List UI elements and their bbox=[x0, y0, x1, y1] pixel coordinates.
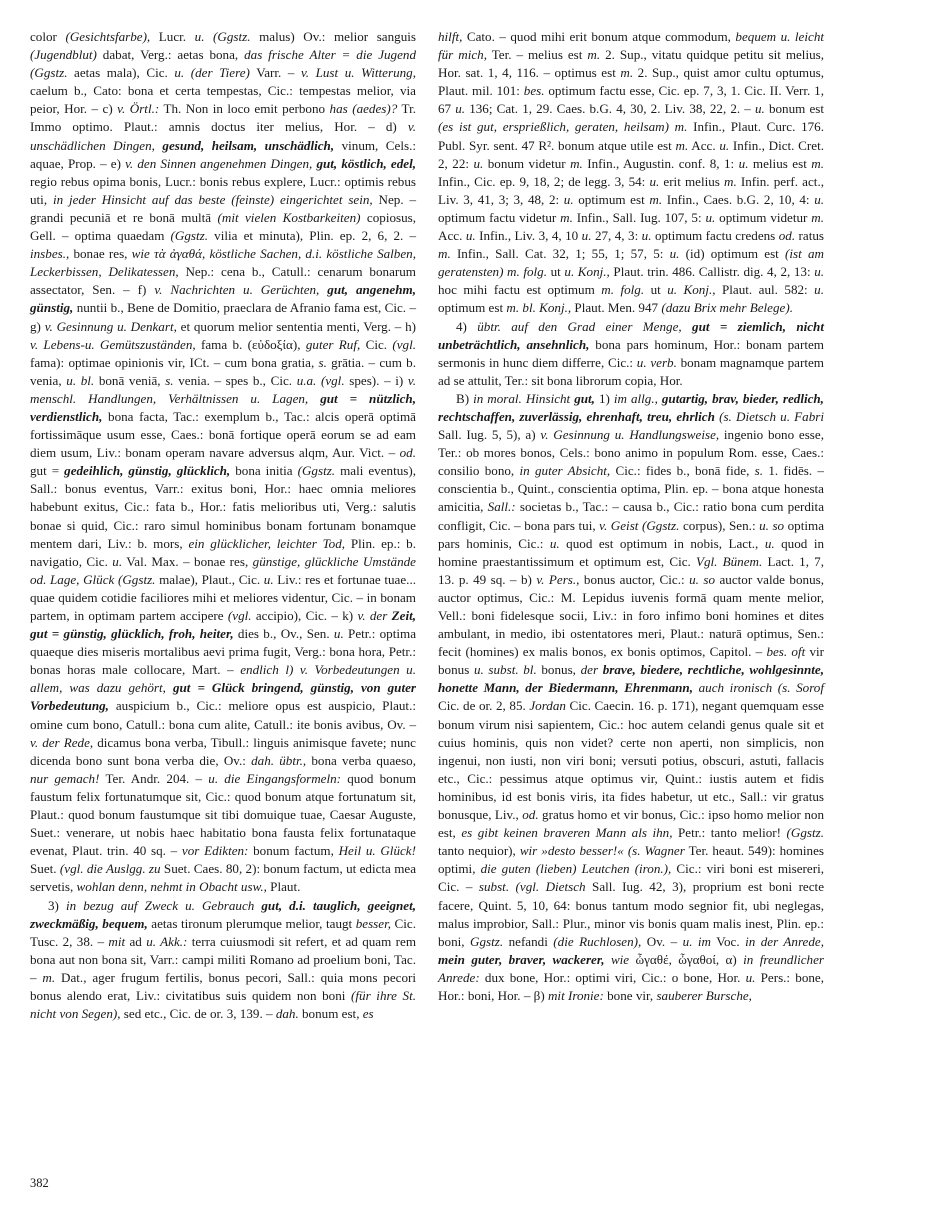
italic-note: im allg., bbox=[613, 390, 658, 406]
italic-note: u. bbox=[549, 535, 560, 551]
italic-note: u. bbox=[764, 535, 775, 551]
text-run: Sall. Iug. 5, 5), a) bbox=[438, 427, 541, 443]
italic-note: u. bbox=[719, 137, 730, 153]
text-run: 1. fidēs. – conscientia b., Quint., conscientia optima, Plin. ep. – bona atque honesta amicitia, bbox=[438, 463, 824, 515]
text-run: Plaut. Men. 947 bbox=[571, 300, 662, 316]
italic-note: u. Konj., bbox=[564, 264, 610, 280]
italic-note: u. bbox=[455, 101, 466, 117]
text-run: bone vir, bbox=[603, 987, 657, 1003]
text-run bbox=[308, 391, 320, 406]
text-run: Varr. – bbox=[249, 65, 301, 81]
left-column bbox=[30, 28, 416, 1023]
text-run: bona facta, Tac.: exemplum b., Tac.: alcis operā optimā fortissimāque usum esse, Caes.: bonā fortique operā eorum se ad eam diem usum, Liv.: bonam operam navare adversus alqm, Aur. Vict. – bbox=[30, 408, 416, 461]
text-run: dux bone, Hor.: optimi viri, Cic.: o bone, Hor. bbox=[479, 969, 746, 985]
italic-note: u. bbox=[112, 553, 123, 569]
text-run bbox=[166, 680, 173, 695]
definition-gloss: gut = ziemlich, nicht unbeträchtlich, ansehnlich, bbox=[438, 318, 824, 352]
definition-gloss: gut, köstlich, edel, bbox=[316, 155, 417, 171]
italic-note: (es ist gut, ersprießlich, geraten, heilsam) m. bbox=[438, 119, 688, 135]
definition-gloss: gut, angenehm, günstig, bbox=[30, 282, 416, 316]
text-run: optima pars hominis, Cic.: bbox=[438, 517, 824, 551]
text-run: Nep.: cena b., Catull.: cenarum bonarum assectator, Sen. – f) bbox=[30, 264, 416, 298]
italic-note: u. bbox=[814, 282, 824, 298]
text-run: 2. Sup., quist amor cultu optumus, Plaut. mil. 101: bbox=[438, 65, 824, 99]
text-run: bonus auctor, Cic.: bbox=[579, 571, 690, 587]
text-run: Ter. – melius est bbox=[486, 47, 588, 63]
italic-note: auch ironisch (s. Sorof bbox=[698, 680, 824, 696]
text-run: spes). – i) bbox=[344, 372, 408, 388]
text-run: bonum videtur bbox=[483, 155, 571, 171]
text-run: tanto nequior), bbox=[438, 843, 520, 859]
italic-note: in der Anrede, bbox=[745, 933, 825, 949]
definition-gloss: gut, d.i. tauglich, geeignet, zweckmäßig, bequem, bbox=[30, 897, 417, 931]
text-run: Liv.: res et fortunae tuae... quae quidem cotidie faciliores mihi et meliores videntur, Cic. – in bonam partem, in optimam partem accipere bbox=[30, 571, 416, 623]
text-run: Dat., ager frugum fertilis, bonus pecori, Sall.: quia mons pecori bonus alendo erat, Liv.: civitatibus suis quidem non boni bbox=[30, 969, 416, 1003]
italic-note: u. bbox=[814, 191, 825, 207]
text-run: ratus bbox=[795, 228, 825, 244]
text-run: et quorum melior sententia menti, Verg. – h) bbox=[176, 318, 417, 334]
definition-gloss: brave, biedere, rechtliche, wohlgesinnte, honette Mann, der Biedermann, Ehrenmann, bbox=[438, 662, 824, 696]
entry-paragraph bbox=[438, 318, 824, 390]
text-run: Infin., Augustin. conf. 8, 1: bbox=[582, 155, 739, 171]
text-run: 4) bbox=[456, 318, 478, 334]
text-run: fama b. (εὐδοξία), bbox=[195, 336, 306, 352]
italic-note: insbes., bbox=[30, 246, 70, 262]
text-run: bonam magnamque partem ad se attulit, Ter.: sit bona librorum copia, Hor. bbox=[438, 354, 824, 388]
text-run: 2. Sup., vitatu quidque petitu sit melius, Hor. sat. 1, 4, 116. – optimus est bbox=[438, 47, 825, 81]
italic-note: u. im bbox=[682, 933, 712, 949]
text-run: bonae res, bbox=[69, 246, 132, 262]
text-run: 1) bbox=[594, 390, 614, 406]
text-run: Ov. – bbox=[641, 933, 683, 949]
definition-gloss: mein guter, braver, wackerer, bbox=[438, 951, 605, 967]
text-run: Cic. Caecin. 16. p. 171), negant quemquam esse bonum virum nisi sapientem, Cic.: hoc autem celandi genus quale sit et cuius hominis, quis non videt? certe non aperti, non simplicis, non ingenui, non iusti, non viri boni; versuti potius, obscuri, astuti, fallacis etc., Cic.: pessimus atque optimus vir, Quint.: iustis autem et fidis hominibus, id est bonis viris, ita fides habetur, ut etc., Sall.: vir gratus bonusque, Liv., bbox=[438, 698, 824, 823]
text-run: Suet. Caes. 80, 2): bonum factum, ut edicta mea servetis, bbox=[30, 861, 417, 895]
text-run: B) bbox=[456, 390, 474, 406]
italic-note: u. bbox=[465, 228, 476, 244]
text-run: optimum est bbox=[438, 300, 507, 316]
text-run: ingenio bono esse, Ter.: ob mores bonos, Cels.: bono animo in populum Rom. esse, Caes.: consilio bono, bbox=[438, 427, 824, 479]
text-run: quod bonum faustum felix fortunatumque sit, Cic.: quod bonum atque fortunatum sit, Plaut.: quod bonum faustumque sit tibi domuique tuae, Caesar Auguste, Suet.: venerare, ut nobis haec habitatio bona fausta felix fortunataque evenat, Plaut. trin. 40 sq. – bbox=[30, 770, 417, 859]
text-run: optimum est bbox=[573, 191, 650, 207]
italic-note: od. bbox=[778, 228, 796, 244]
text-run: bonum est bbox=[764, 101, 824, 117]
italic-note: v. der bbox=[357, 608, 388, 623]
italic-note: bequem u. leicht für mich, bbox=[438, 29, 824, 63]
italic-note: u. so bbox=[689, 571, 716, 587]
text-run: bonā veniā, bbox=[94, 372, 166, 388]
text-run: Acc. bbox=[688, 137, 720, 153]
text-run: Nep. – grandi pecuniā et re bonā multā bbox=[30, 191, 416, 225]
italic-note: in freundlicher Anrede: bbox=[438, 951, 824, 985]
italic-note: wir »desto besser!« (s. Wagner bbox=[519, 843, 685, 859]
italic-note: u. bbox=[649, 173, 660, 189]
italic-note: od. bbox=[399, 445, 416, 461]
italic-note: der bbox=[580, 662, 599, 678]
italic-note: v. menschl. Handlungen, Verhältnissen u. Lagen, bbox=[30, 372, 417, 406]
text-run: quod est optimum in nobis, Lact., bbox=[559, 535, 765, 551]
italic-note: wie τὰ ἀγαθά, köstliche Sachen, d.i. köstliche Salben, Leckerbissen, Delikatessen, bbox=[30, 246, 416, 280]
text-run: Plaut. bbox=[266, 879, 301, 895]
italic-note: m. bbox=[560, 209, 573, 225]
text-run: mali eventus), Sall.: bonus eventus, Varr.: exitus boni, Hor.: haec omnia meliores habebunt exitus, Cic.: fata b., Hor.: fatis melioribus uti, Verg.: salutis bonae si quid, Cic.: raro simul hominibus bonam fortunam bonamque mentem dari, Liv.: b. mors, bbox=[30, 463, 416, 551]
text-run: optimum factu credens bbox=[651, 228, 779, 244]
italic-note: u. bbox=[641, 228, 652, 244]
italic-note: (Ggstz. bbox=[170, 228, 209, 244]
italic-note: u. bbox=[754, 101, 765, 117]
italic-note: besser, bbox=[355, 915, 391, 931]
text-run: vir bonus bbox=[438, 644, 824, 678]
text-run: Cic.: fides b., bonā fide, bbox=[610, 463, 755, 479]
text-run: Infin., Sall. Cat. 32, 1; 55, 1; 57, 5: bbox=[450, 246, 670, 262]
italic-note: v. der Rede, bbox=[30, 734, 94, 750]
entry-paragraph bbox=[30, 897, 416, 1024]
text-run: nefandi bbox=[503, 933, 554, 949]
italic-note: v. Nachrichten u. Gerüchten, bbox=[154, 282, 320, 298]
italic-note: v. Gesinnung u. Denkart, bbox=[44, 318, 177, 334]
text-run bbox=[682, 319, 692, 334]
text-run: Plaut. aul. 582: bbox=[715, 282, 815, 298]
italic-note: m. bl. Konj., bbox=[506, 300, 572, 316]
italic-note: v. Lebens-u. Gemütszuständen, bbox=[30, 336, 196, 352]
text-run: Suet. bbox=[30, 861, 60, 877]
italic-note: u. bbox=[814, 264, 825, 280]
text-run: grātia. – cum b. venia, bbox=[30, 354, 416, 388]
italic-note: es gibt keinen braveren Mann als ihn, bbox=[461, 825, 673, 841]
text-run: 27, 4, 3: bbox=[591, 228, 642, 244]
text-run: Infin., Cic. ep. 9, 18, 2; de legg. 3, 54: bbox=[438, 173, 650, 189]
italic-note: m. bbox=[811, 209, 824, 225]
text-run: gut = bbox=[30, 463, 65, 479]
text-run: auctor valde bonus, auctor optimus, Cic.: M. Lepidus iuvenis formā quam mente melior, Vell.: boni fidelesque socii, Liv.: in foro infimo boni homines et dites ambulant, in medio, ibi ostentatores meri, Plaut.: naturā optimus, Sen.: fecit (homines) ex malis bonos, ex bonis optimos, Capitol. – bbox=[438, 571, 824, 660]
italic-note: in bezug auf Zweck u. Gebrauch bbox=[65, 897, 255, 913]
italic-note: wie bbox=[610, 951, 630, 967]
definition-gloss: gedeihlich, günstig, glücklich, bbox=[64, 463, 231, 479]
text-run: Tr. Immo optimo. Plaut.: amnis doctus iter melius, Hor. – d) bbox=[30, 101, 416, 135]
text-run: ut bbox=[644, 282, 668, 298]
italic-note: (Jugendblut) bbox=[30, 47, 97, 63]
text-run: ὦγαθέ, ὦγαθοί, α) bbox=[629, 951, 744, 967]
italic-note: wohlan denn, nehmt in Obacht usw., bbox=[76, 879, 267, 895]
text-run: vinum, Cels.: aquae, Prop. – e) bbox=[30, 137, 416, 171]
text-run: gratus homo et vir bonus, Cic.: ipso homo melior non est, bbox=[438, 807, 824, 841]
definition-gloss: gutartig, brav, bieder, redlich, rechtschaffen, zuverlässig, ehrenhaft, treu, ehrlich bbox=[438, 390, 824, 424]
text-run: venia. – spes b., Cic. bbox=[173, 372, 297, 388]
italic-note: in guter Absicht, bbox=[519, 463, 611, 479]
text-run: Infin. perf. act., Liv. 3, 41, 3; 3, 48, 2: bbox=[438, 173, 824, 207]
italic-note: übtr. auf den Grad einer Menge, bbox=[477, 318, 682, 334]
definition-gloss: gesund, heilsam, unschädlich, bbox=[162, 137, 335, 153]
italic-note: u. verb. bbox=[636, 354, 677, 370]
italic-note: dah. bbox=[275, 1006, 299, 1022]
text-run: optimum videtur bbox=[715, 209, 812, 225]
text-run: dies b., Ov., Sen. bbox=[233, 626, 334, 642]
italic-note: das frische Alter = die Jugend (Ggstz. bbox=[30, 47, 416, 81]
italic-note: Jordan bbox=[529, 698, 566, 714]
italic-note: u. subst. bl. bbox=[473, 662, 537, 678]
text-run: Plin. ep.: b. navigatio, Cic. bbox=[30, 535, 416, 569]
italic-note: u. bbox=[705, 209, 716, 225]
italic-note: endlich l) v. Vorbedeutungen u. allem, was dazu gehört, bbox=[30, 662, 416, 696]
italic-note: u. bbox=[669, 246, 680, 262]
text-run: bona initia bbox=[230, 463, 298, 479]
text-run: 136; Cat. 1, 29. Caes. b.G. 4, 30, 2. Liv. 38, 22, 2. – bbox=[465, 101, 755, 117]
text-run: malae), Plaut., Cic. bbox=[155, 571, 264, 587]
italic-note: od. bbox=[522, 807, 539, 823]
italic-note: m. bbox=[620, 65, 634, 81]
italic-note: in jeder Hinsicht auf das beste (feinste) eingerichtet sein, bbox=[52, 191, 373, 207]
italic-note: (Gesichtsfarbe), bbox=[65, 29, 151, 44]
italic-note: u. bbox=[581, 228, 592, 244]
text-run: Plaut. trin. 486. Callistr. dig. 4, 2, 13: bbox=[609, 264, 815, 280]
italic-note: (dazu Brix mehr Belege). bbox=[661, 300, 793, 316]
italic-note: v. Pers., bbox=[536, 571, 580, 587]
italic-note: ein glücklicher, leichter Tod, bbox=[188, 535, 346, 551]
italic-note: (die Ruchlosen), bbox=[553, 933, 642, 949]
italic-note: u. (der Tiere) bbox=[174, 65, 250, 81]
text-run: hoc mihi factu est optimum bbox=[438, 282, 602, 298]
italic-note: m. bbox=[675, 137, 689, 153]
text-run: accipio), Cic. – k) bbox=[251, 608, 358, 623]
italic-note: u. so bbox=[759, 517, 785, 533]
text-run: Pers.: bone, Hor.: boni, Hor. – β) bbox=[438, 969, 824, 1003]
italic-note: Heil u. Glück! bbox=[338, 843, 416, 859]
italic-note: (Ggstz. bbox=[786, 825, 825, 841]
italic-note: bes. bbox=[523, 83, 545, 99]
italic-note: die guten (lieben) Leutchen (iron.), bbox=[480, 861, 672, 877]
text-run: bonum factum, bbox=[248, 843, 339, 859]
italic-note: m. folg. bbox=[601, 282, 645, 298]
text-run: Petr.: tanto melior! bbox=[672, 825, 787, 841]
text-run: corpus), Sen.: bbox=[679, 517, 760, 533]
text-run: Voc. bbox=[711, 933, 746, 949]
text-run: Infin., Sall. Iug. 107, 5: bbox=[572, 209, 706, 225]
italic-note: (für ihre St. nicht von Segen), bbox=[30, 987, 416, 1022]
text-run: dabat, Verg.: aetas bona, bbox=[96, 47, 245, 63]
text-run: bonus, bbox=[536, 662, 581, 678]
italic-note: m. bbox=[570, 155, 583, 171]
text-run: color bbox=[30, 29, 66, 44]
text-run: auspicium b., Cic.: meliore opus est auspicio, Plaut.: omine cum bono, Catull.: bona cum alite, Catull.: ite bonis avibus, Ov. – bbox=[30, 698, 416, 732]
italic-note: m. bbox=[649, 191, 663, 207]
text-run: aetas mala), Cic. bbox=[67, 65, 175, 81]
entry-paragraph bbox=[438, 28, 824, 318]
italic-note: u. bbox=[333, 626, 344, 642]
italic-note: m. bbox=[811, 155, 825, 171]
text-run: optimum factu videtur bbox=[438, 209, 561, 225]
entry-paragraph bbox=[438, 390, 824, 1005]
italic-note: Vgl. Bünem. bbox=[696, 553, 763, 569]
text-run: Th. Non in loco emit perbono bbox=[159, 101, 330, 117]
definition-gloss: gut = Glück bringend, günstig, von guter Vorbedeutung, bbox=[30, 680, 416, 714]
italic-note: u. bbox=[263, 571, 274, 587]
italic-note: u. (Ggstz. bbox=[194, 29, 251, 44]
italic-note: u. bbox=[745, 969, 756, 985]
text-run: nuntii b., Bene de Domitio, praeclara de Afranio fama est, Cic. – g) bbox=[30, 300, 416, 334]
italic-note: u.a. (vgl. bbox=[296, 372, 345, 388]
text-run: Val. Max. – bonae res, bbox=[122, 553, 253, 569]
italic-note: has (aedes)? bbox=[329, 101, 398, 117]
text-run: terra cuiusmodi sit refert, et ad quam rem bona aut non bona sit, Varr.: campi militi Romano ad proelium boni, Tac. – bbox=[30, 933, 416, 985]
text-run: Acc. bbox=[438, 228, 466, 244]
text-run: bona pars hominum, Hor.: bonam partem sermonis in hunc diem differre, Cic.: bbox=[438, 336, 824, 370]
text-run: societas b., Tac.: – causa b., Cic.: ratio bona cum perdita confligit, Cic. – bona pars tui, bbox=[438, 499, 824, 533]
italic-note: u. bbox=[473, 155, 484, 171]
text-run: Petr.: optima quaeque dies miseris mortalibus aevi prima fugit, Verg.: bona hora, Petr.: bonas horas male collocare, Mart. – bbox=[30, 626, 417, 678]
text-run: Cic. bbox=[360, 336, 393, 352]
page-number: 382 bbox=[30, 1176, 49, 1190]
italic-note: m. bbox=[724, 173, 737, 189]
italic-note: u. bbox=[738, 155, 749, 171]
italic-note: v. Gesinnung u. Handlungsweise, bbox=[540, 427, 720, 443]
italic-note: v. Geist (Ggstz. bbox=[599, 517, 680, 533]
right-column bbox=[438, 28, 824, 1005]
italic-note: (Ggstz. bbox=[297, 463, 336, 479]
italic-note: u. bbox=[563, 191, 574, 207]
text-run: optimum factu esse, Cic. ep. 7, 3, 1. Cic. II. Verr. 1, 67 bbox=[438, 83, 824, 117]
text-run: Cato. – quod mihi erit bonum atque commodum, bbox=[462, 29, 736, 44]
definition-gloss: Zeit, gut = günstig, glücklich, froh, heiter, bbox=[30, 608, 417, 642]
italic-note: v. unschädlichen Dingen, bbox=[30, 119, 416, 153]
italic-note: m. bbox=[587, 47, 601, 63]
italic-note: (s. Dietsch u. Fabri bbox=[719, 408, 824, 424]
text-run: 3) bbox=[48, 897, 66, 913]
text-run: caelum b., Cato: bona et certa tempestas, Cic.: tempestas melior, via peior, Hor. – c) bbox=[30, 83, 416, 117]
text-run: Lact. 1, 7, 13. p. 49 sq. – b) bbox=[438, 553, 824, 587]
italic-note: u. die Eingangsformeln: bbox=[208, 770, 342, 786]
italic-note: v. Örtl.: bbox=[117, 101, 160, 117]
text-run: ut bbox=[547, 264, 565, 280]
text-run: Infin., Caes. b.G. 2, 10, 4: bbox=[662, 191, 815, 207]
text-run: bona verba quaeso, bbox=[306, 752, 416, 768]
italic-note: mit bbox=[108, 933, 126, 949]
text-run: erit melius bbox=[659, 173, 724, 189]
italic-note: hilft, bbox=[438, 29, 463, 44]
text-run: dicamus bona verba, Tibull.: linguis animisque favete; nunc dicenda bono sunt bona verba die, Ov.: bbox=[30, 734, 416, 768]
text-run: Infin., Plaut. Curc. 176. Publ. Syr. sent. 47 R². bonum atque utile est bbox=[438, 119, 824, 153]
italic-note: vor Edikten: bbox=[181, 843, 249, 859]
text-run: Ter. Andr. 204. – bbox=[99, 770, 209, 786]
text-run: Sall. Iug. 42, 3), proprium est boni recte facere, Quint. 5, 10, 64: bonus tantum modo segnior fit, ubi neglegas, malus improbior, Sall.: Plur., minor vis bonis quam malis inest, Plin. ep.: boni, bbox=[438, 879, 824, 949]
italic-note: nur gemach! bbox=[30, 770, 100, 786]
italic-note: (vgl. bbox=[227, 608, 252, 623]
definition-gloss: gut, bbox=[574, 390, 595, 406]
italic-note: u. Akk.: bbox=[146, 933, 188, 949]
text-run: melius est bbox=[748, 155, 812, 171]
entry-paragraph bbox=[30, 28, 416, 897]
italic-note: günstige, glückliche Umstände od. Lage, Glück (Ggstz. bbox=[30, 553, 416, 587]
text-run: bonum est, bbox=[298, 1006, 363, 1022]
italic-note: v. Lust u. Witterung, bbox=[300, 65, 416, 81]
italic-note: s. bbox=[165, 372, 174, 388]
italic-note: u. bl. bbox=[66, 372, 95, 388]
text-run: quod in homine praestantissimum et optimum est, Cic. bbox=[438, 535, 824, 569]
text-run: regio rebus opima bonis, Lucr.: bonis rebus explere, Lucr.: optimis rebus uti, bbox=[30, 173, 416, 207]
text-run: Infin., Liv. 3, 4, 10 bbox=[475, 228, 582, 244]
italic-note: m. bbox=[42, 969, 56, 985]
italic-note: subst. (vgl. Dietsch bbox=[478, 879, 586, 895]
definition-gloss: gut = nützlich, verdienstlich, bbox=[30, 390, 416, 424]
italic-note: u. Konj., bbox=[667, 282, 716, 298]
text-run: ad bbox=[125, 933, 147, 949]
italic-note: mit Ironie: bbox=[547, 987, 604, 1003]
text-run: Cic. de or. 2, 85. bbox=[438, 698, 530, 714]
text-run: Cic. Tusc. 2, 38. – bbox=[30, 915, 416, 949]
text-run: fama): optimae opinionis vir, ICt. – cum bona gratia, bbox=[30, 354, 319, 370]
italic-note: guter Ruf, bbox=[305, 336, 361, 352]
text-run: sed etc., Cic. de or. 3, 139. – bbox=[120, 1006, 276, 1022]
text-run: Lucr. bbox=[150, 29, 195, 44]
italic-note: Sall.: bbox=[487, 499, 516, 515]
text-run: (id) optimum est bbox=[679, 246, 786, 262]
italic-note: sauberer Bursche, bbox=[656, 987, 752, 1003]
italic-note: (mit vielen Kostbarkeiten) bbox=[217, 209, 361, 225]
italic-note: (vgl. bbox=[392, 336, 416, 352]
italic-note: in moral. Hinsicht bbox=[473, 390, 571, 406]
text-run: Infin., Dict. Cret. 2, 22: bbox=[438, 137, 824, 171]
text-run: vilia et minuta), Plin. ep. 2, 6, 2. – bbox=[208, 228, 416, 244]
italic-note: (vgl. die Auslgg. zu bbox=[59, 861, 161, 877]
italic-note: es bbox=[362, 1006, 374, 1022]
italic-note: Ggstz. bbox=[470, 933, 504, 949]
text-run: copiosus, Gell. – optima quaedam bbox=[30, 209, 417, 244]
italic-note: s. bbox=[318, 354, 327, 370]
italic-note: v. den Sinnen angenehmen Dingen, bbox=[125, 155, 313, 171]
text-run: Ter. heaut. 549): homines optimi, bbox=[438, 843, 825, 877]
text-run: Cic.: viri boni est misereri, Cic. – bbox=[438, 861, 825, 895]
italic-note: bes. oft bbox=[766, 644, 806, 660]
italic-note: s. bbox=[754, 463, 764, 479]
text-run: aetas tironum plerumque melior, taugt bbox=[147, 915, 356, 931]
italic-note: m. bbox=[438, 246, 451, 262]
text-run: malus) Ov.: melior sanguis bbox=[250, 29, 416, 44]
italic-note: (ist am geratensten) m. folg. bbox=[438, 246, 824, 280]
italic-note: dah. übtr., bbox=[251, 752, 307, 768]
